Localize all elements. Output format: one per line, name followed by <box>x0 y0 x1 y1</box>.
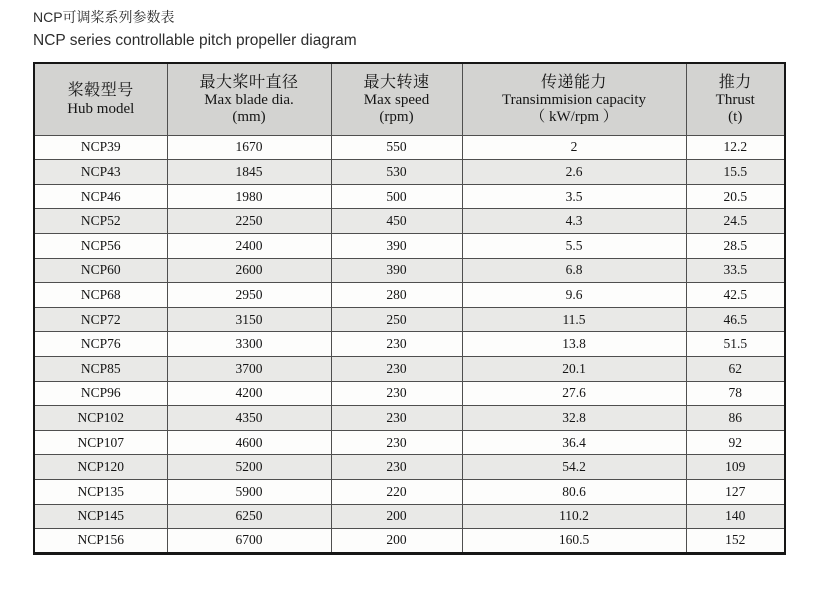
cell-hub-model: NCP46 <box>34 184 167 209</box>
cell-value: 86 <box>686 406 785 431</box>
table-row <box>34 406 785 431</box>
table-row <box>34 430 785 455</box>
cell-value: 2250 <box>167 209 331 234</box>
cell-value: 1845 <box>167 160 331 185</box>
cell-value: 78 <box>686 381 785 406</box>
cell-value: 9.6 <box>462 283 686 308</box>
table-row <box>34 283 785 308</box>
cell-value: 3300 <box>167 332 331 357</box>
cell-value: 51.5 <box>686 332 785 357</box>
col-header-transmission-capacity <box>462 63 686 135</box>
cell-hub-model: NCP43 <box>34 160 167 185</box>
spec-table <box>33 62 786 555</box>
cell-value: 20.1 <box>462 356 686 381</box>
cell-hub-model: NCP145 <box>34 504 167 529</box>
cell-value: 390 <box>331 258 462 283</box>
cell-value: 230 <box>331 430 462 455</box>
cell-hub-model: NCP120 <box>34 455 167 480</box>
cell-value: 13.8 <box>462 332 686 357</box>
table-row <box>34 529 785 554</box>
cell-value: 2950 <box>167 283 331 308</box>
cell-value: 42.5 <box>686 283 785 308</box>
cell-value: 230 <box>331 356 462 381</box>
cell-value: 80.6 <box>462 479 686 504</box>
header-en: Hub model <box>67 100 135 117</box>
cell-hub-model: NCP107 <box>34 430 167 455</box>
cell-value: 3.5 <box>462 184 686 209</box>
cell-value: 127 <box>686 479 785 504</box>
header-en: Max blade dia. <box>204 92 294 109</box>
cell-hub-model: NCP52 <box>34 209 167 234</box>
cell-hub-model: NCP76 <box>34 332 167 357</box>
cell-value: 2.6 <box>462 160 686 185</box>
header-unit: (mm) <box>232 108 266 125</box>
cell-value: 140 <box>686 504 785 529</box>
cell-value: 200 <box>331 529 462 554</box>
table-row <box>34 381 785 406</box>
cell-value: 11.5 <box>462 307 686 332</box>
cell-value: 2 <box>462 135 686 160</box>
cell-value: 390 <box>331 233 462 258</box>
table-row <box>34 160 785 185</box>
cell-value: 46.5 <box>686 307 785 332</box>
header-en: Transimmision capacity <box>501 92 647 109</box>
cell-value: 220 <box>331 479 462 504</box>
table-body <box>34 135 785 553</box>
cell-hub-model: NCP96 <box>34 381 167 406</box>
cell-value: 6700 <box>167 529 331 554</box>
col-header-max-speed <box>331 63 462 135</box>
cell-value: 4200 <box>167 381 331 406</box>
cell-value: 500 <box>331 184 462 209</box>
table-row <box>34 209 785 234</box>
header-zh: 传递能力 <box>540 73 607 91</box>
table-row <box>34 504 785 529</box>
header-zh: 最大桨叶直径 <box>199 73 299 91</box>
cell-value: 2400 <box>167 233 331 258</box>
header-row <box>34 63 785 135</box>
cell-value: 36.4 <box>462 430 686 455</box>
cell-value: 24.5 <box>686 209 785 234</box>
col-header-max-blade-dia <box>167 63 331 135</box>
page-title-en: NCP series controllable pitch propeller diagram <box>33 31 357 49</box>
header-unit: (t) <box>728 108 743 125</box>
cell-value: 3150 <box>167 307 331 332</box>
header-zh: 桨毂型号 <box>67 82 134 100</box>
cell-hub-model: NCP72 <box>34 307 167 332</box>
table-row <box>34 258 785 283</box>
cell-value: 3700 <box>167 356 331 381</box>
cell-value: 450 <box>331 209 462 234</box>
cell-value: 4600 <box>167 430 331 455</box>
cell-value: 5900 <box>167 479 331 504</box>
cell-value: 27.6 <box>462 381 686 406</box>
cell-hub-model: NCP102 <box>34 406 167 431</box>
cell-value: 1670 <box>167 135 331 160</box>
cell-value: 250 <box>331 307 462 332</box>
table-row <box>34 455 785 480</box>
cell-value: 28.5 <box>686 233 785 258</box>
header-en: Max speed <box>363 92 430 109</box>
table-row <box>34 332 785 357</box>
cell-value: 20.5 <box>686 184 785 209</box>
table-header <box>34 63 785 135</box>
cell-value: 109 <box>686 455 785 480</box>
cell-value: 2600 <box>167 258 331 283</box>
page-titles <box>33 9 830 50</box>
cell-value: 33.5 <box>686 258 785 283</box>
cell-value: 1980 <box>167 184 331 209</box>
header-unit: （ kW/rpm ） <box>530 108 618 125</box>
col-header-hub-model <box>34 63 167 135</box>
cell-value: 550 <box>331 135 462 160</box>
cell-value: 6.8 <box>462 258 686 283</box>
cell-value: 230 <box>331 381 462 406</box>
cell-value: 62 <box>686 356 785 381</box>
cell-value: 110.2 <box>462 504 686 529</box>
cell-hub-model: NCP39 <box>34 135 167 160</box>
cell-value: 160.5 <box>462 529 686 554</box>
table-row <box>34 184 785 209</box>
table-row <box>34 135 785 160</box>
cell-hub-model: NCP85 <box>34 356 167 381</box>
cell-value: 54.2 <box>462 455 686 480</box>
cell-hub-model: NCP135 <box>34 479 167 504</box>
cell-value: 152 <box>686 529 785 554</box>
cell-value: 5200 <box>167 455 331 480</box>
page-title-zh: NCP可调桨系列参数表 <box>33 9 175 25</box>
col-header-thrust <box>686 63 785 135</box>
cell-value: 230 <box>331 332 462 357</box>
cell-hub-model: NCP60 <box>34 258 167 283</box>
cell-value: 15.5 <box>686 160 785 185</box>
cell-hub-model: NCP56 <box>34 233 167 258</box>
table-row <box>34 233 785 258</box>
cell-value: 5.5 <box>462 233 686 258</box>
cell-hub-model: NCP68 <box>34 283 167 308</box>
cell-value: 530 <box>331 160 462 185</box>
cell-value: 32.8 <box>462 406 686 431</box>
cell-value: 12.2 <box>686 135 785 160</box>
cell-value: 230 <box>331 455 462 480</box>
table-row <box>34 307 785 332</box>
cell-value: 280 <box>331 283 462 308</box>
cell-value: 6250 <box>167 504 331 529</box>
header-unit: (rpm) <box>379 108 414 125</box>
table-row <box>34 356 785 381</box>
cell-hub-model: NCP156 <box>34 529 167 554</box>
table-row <box>34 479 785 504</box>
cell-value: 230 <box>331 406 462 431</box>
cell-value: 4350 <box>167 406 331 431</box>
cell-value: 4.3 <box>462 209 686 234</box>
cell-value: 200 <box>331 504 462 529</box>
cell-value: 92 <box>686 430 785 455</box>
header-zh: 推力 <box>718 73 752 91</box>
header-en: Thrust <box>715 92 755 109</box>
header-zh: 最大转速 <box>363 73 430 91</box>
